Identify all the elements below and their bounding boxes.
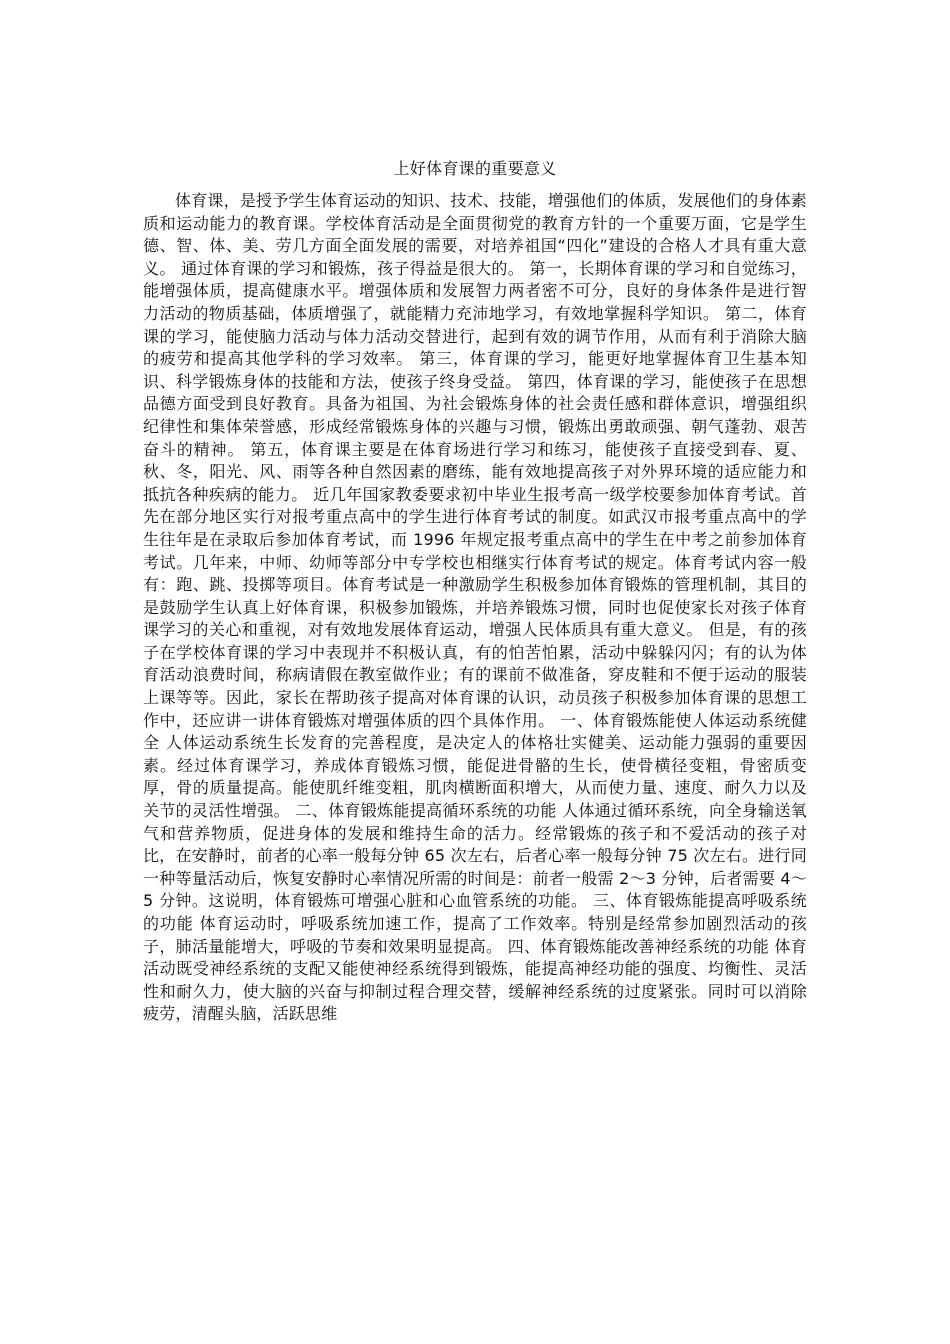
document-title: 上好体育课的重要意义	[393, 159, 557, 178]
document-body-paragraph: 体育课，是授予学生体育运动的知识、技术、技能，增强他们的体质，发展他们的身体素质和运动能力的教育课。学校体育活动是全面贯彻党的教育方针的一个重要万面，它是学生德、智、体、美、劳几方面全面发展的需要，对培养祖国“四化”建设的合格人才具有重大意义。 通过体育课的学习和锻炼，孩子得益是很大的。 第一，长期体育课的学习和自觉练习，能增强体质，提高健康水平。增强体质和发展智力两者密不可分，良好的身体条件是进行智力活动的物质基础，体质增强了，就能精力充沛地学习，有效地掌握科学知识。 第二，体育课的学习，能使脑力活动与体力活动交替进行，起到有效的调节作用，从而有利于消除大脑的疲劳和提高其他学科的学习效率。 第三，体育课的学习，能更好地掌握体育卫生基本知识、科学锻炼身体的技能和方法，使孩子终身受益。 第四，体育课的学习，能使孩子在思想品德方面受到良好教育。具备为祖国、为社会锻炼身体的社会责任感和群体意识，增强组织纪律性和集体荣誉感，形成经常锻炼身体的兴趣与习惯，锻炼出勇敢顽强、朝气蓬勃、艰苦奋斗的精神。 第五，体育课主要是在体育场进行学习和练习，能使孩子直接受到春、夏、秋、冬，阳光、风、雨等各种自然因素的磨练，能有效地提高孩子对外界环境的适应能力和抵抗各种疾病的能力。 近几年国家教委要求初中毕业生报考高一级学校要参加体育考试。首先在部分地区实行对报考重点高中的学生进行体育考试的制度。如武汉市报考重点高中的学生往年是在录取后参加体育考试，而 1996 年规定报考重点高中的学生在中考之前参加体育考试。几年来，中师、幼师等部分中专学校也相继实行体育考试的规定。体育考试内容一般有：跑、跳、投掷等项目。体育考试是一种激励学生积极参加体育锻炼的管理机制，其目的是鼓励学生认真上好体育课，积极参加锻炼，并培养锻炼习惯，同时也促使家长对孩子体育课学习的关心和重视，对有效地发展体育运动，增强人民体质具有重大意义。 但是，有的孩子在学校体育课的学习中表现并不积极认真，有的怕苦怕累，活动中躲躲闪闪；有的认为体育活动浪费时间，称病请假在教室做作业；有的课前不做准备，穿皮鞋和不便于运动的服装上课等等。因此，家长在帮助孩子提高对体育课的认识，动员孩子积极参加体育课的思想工作中，还应讲一讲体育锻炼对增强体质的四个具体作用。 一、体育锻炼能使人体运动系统健全 人体运动系统生长发育的完善程度，是决定人的体格壮实健美、运动能力强弱的重要因素。经过体育课学习，养成体育锻炼习惯，能促进骨骼的生长，使骨横径变粗，骨密质变厚，骨的质量提高。能使肌纤维变粗，肌肉横断面积增大，从而使力量、速度、耐久力以及关节的灵活性增强。 二、体育锻炼能提高循环系统的功能 人体通过循环系统，向全身输送氧气和营养物质，促进身体的发展和维持生命的活力。经常锻炼的孩子和不爱活动的孩子对比，在安静时，前者的心率一般每分钟 65 次左右，后者心率一般每分钟 75 次左右。进行同一种等量活动后，恢复安静时心率情况所需的时间是：前者一般需 2～3 分钟，后者需要 4～5 分钟。这说明，体育锻炼可增强心脏和心血管系统的功能。 三、体育锻炼能提高呼吸系统的功能 体育运动时，呼吸系统加速工作，提高了工作效率。特别是经常参加剧烈活动的孩子，肺活量能增大，呼吸的节奏和效果明显提高。 四、体育锻炼能改善神经系统的功能 体育活动既受神经系统的支配又能使神经系统得到锻炼，能提高神经功能的强度、均衡性、灵活性和耐久力，使大脑的兴奋与抑制过程合理交替，缓解神经系统的过度紧张。同时可以消除疲劳，清醒头脑，活跃思维	[143, 191, 807, 1024]
